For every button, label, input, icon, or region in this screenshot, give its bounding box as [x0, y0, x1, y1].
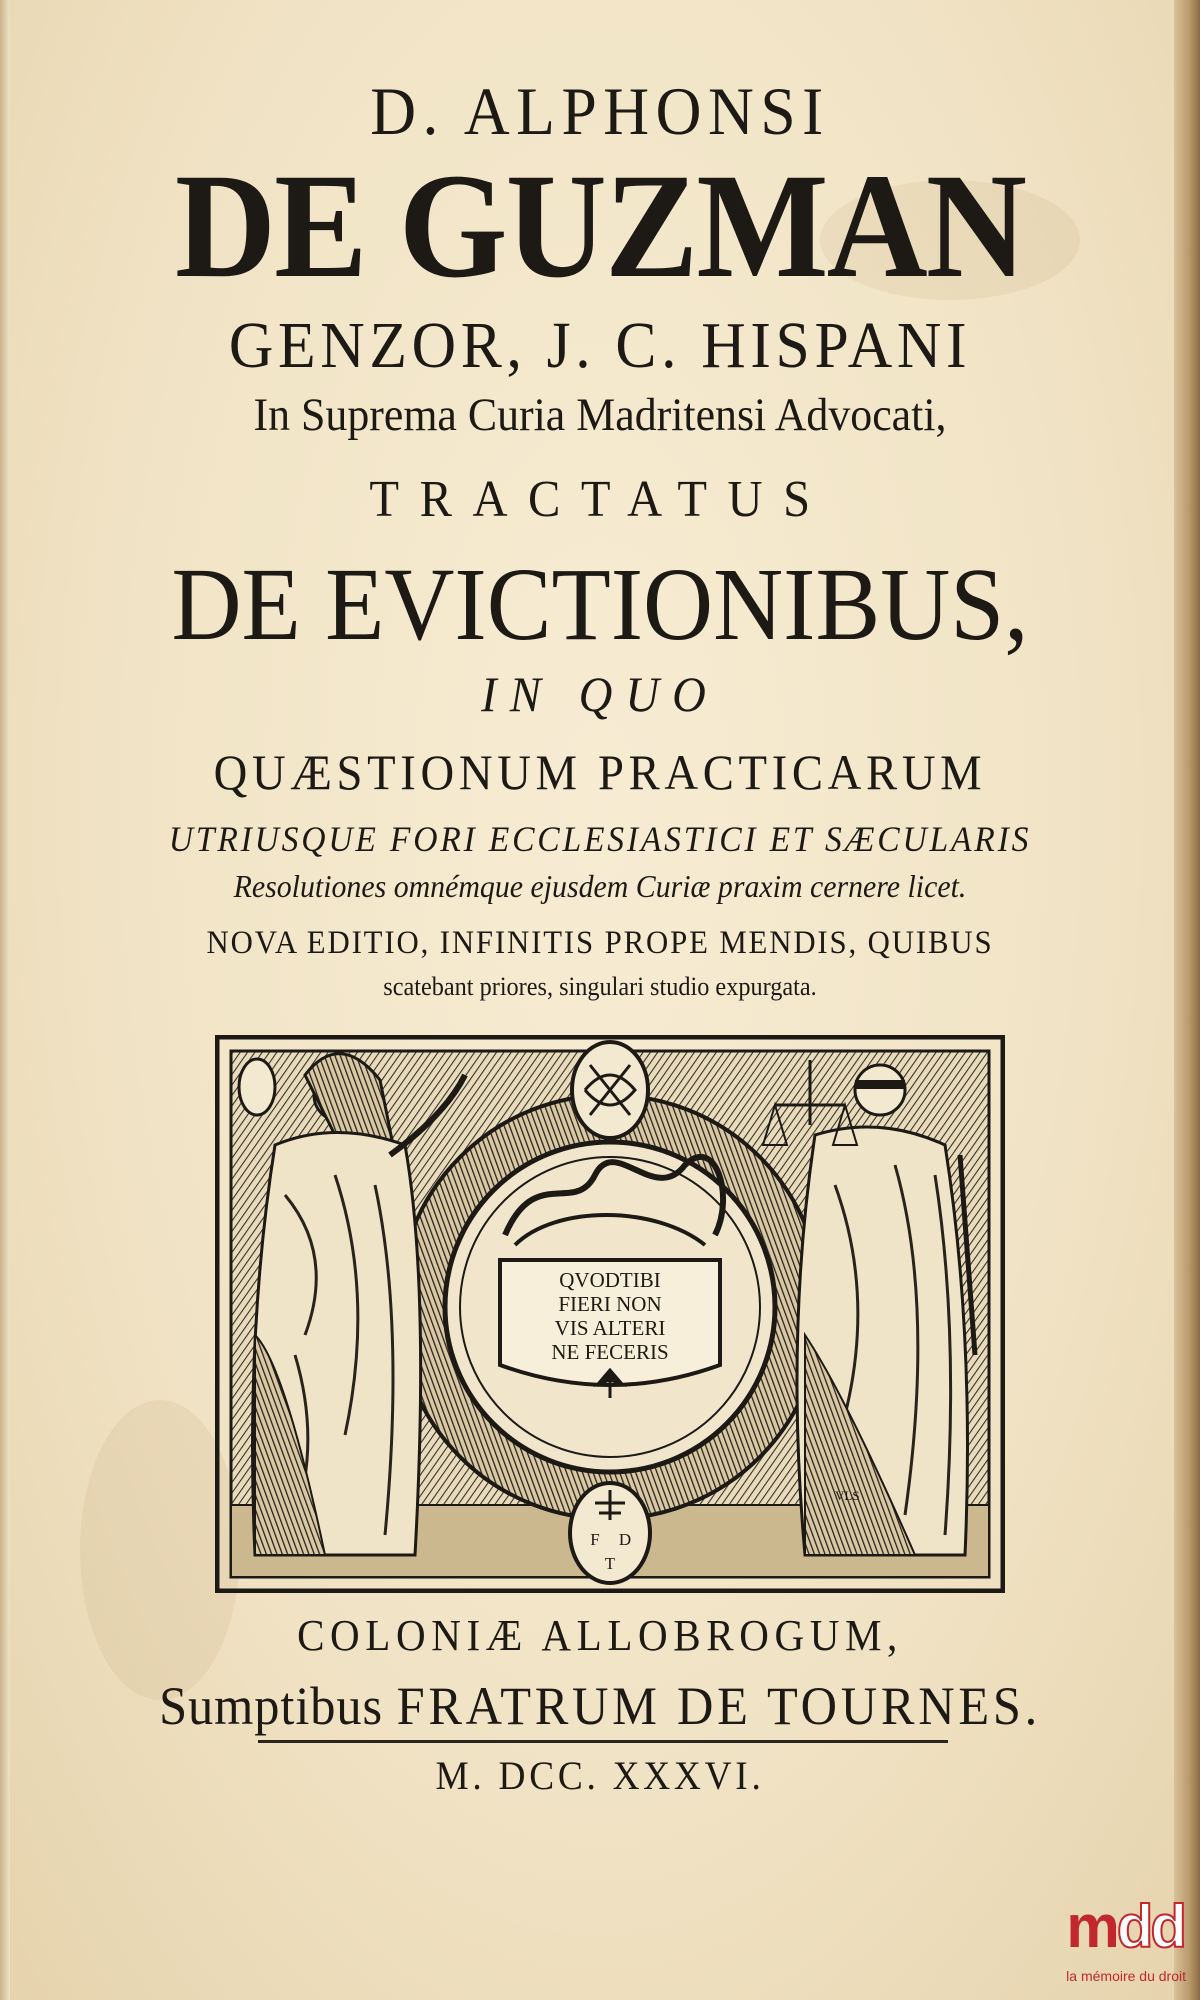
monogram-letter: T: [604, 1554, 616, 1573]
mdd-logo: [1042, 1892, 1192, 1992]
work-title: DE EVICTIONIBUS,: [171, 547, 1029, 662]
printers-device-engraving: [215, 1035, 1005, 1593]
author-office: In Suprema Curia Madritensi Advocati,: [253, 389, 947, 441]
imprint-year: M. DCC. XXXVI.: [435, 1753, 765, 1798]
page-left-edge: [0, 0, 10, 2000]
author-name: DE GUZMAN: [174, 143, 1026, 309]
logo-letter-m: m: [1066, 1893, 1117, 1960]
mdd-logo-text: [1066, 1892, 1184, 1962]
motto-line: QVODTIBI: [559, 1268, 661, 1292]
author-prefix: D. ALPHONSI: [370, 73, 830, 149]
motto-line: VIS ALTERI: [554, 1316, 666, 1340]
monogram-letter: D: [618, 1530, 632, 1549]
subtitle-line: UTRIUSQUE FORI ECCLESIASTICI ET SÆCULARIS: [168, 819, 1032, 859]
logo-letters-dd: dd: [1116, 1893, 1184, 1960]
engraver-mark: VLS: [835, 1488, 860, 1503]
motto-line: NE FECERIS: [551, 1340, 669, 1364]
motto-line: FIERI NON: [558, 1292, 662, 1316]
subtitle-intro: IN QUO: [481, 666, 719, 722]
subtitle-line: Resolutiones omnémque ejusdem Curiæ praxim cernere licet.: [233, 868, 967, 904]
imprint-place: COLONIÆ ALLOBROGUM,: [297, 1611, 903, 1660]
imprint-publisher: FRATRUM DE TOURNES.: [396, 1676, 1041, 1736]
mdd-logo-caption: la mémoire du droit: [1066, 1968, 1186, 1984]
imprint-sumptibus: Sumptibus: [159, 1676, 384, 1736]
imprint-rule: [258, 1740, 948, 1743]
edition-statement: NOVA EDITIO, INFINITIS PROPE MENDIS, QUIBUS: [206, 925, 994, 961]
book-spine-edge: [1174, 0, 1200, 2000]
work-label: TRACTATUS: [369, 471, 831, 528]
monogram-letter: F: [590, 1530, 600, 1549]
author-qualification: GENZOR, J. C. HISPANI: [228, 309, 972, 382]
imprint-publisher-line: [40, 1675, 1160, 1737]
edition-statement: scatebant priores, singulari studio expurgata.: [383, 972, 817, 1001]
subtitle-line: QUÆSTIONUM PRACTICARUM: [213, 744, 987, 800]
